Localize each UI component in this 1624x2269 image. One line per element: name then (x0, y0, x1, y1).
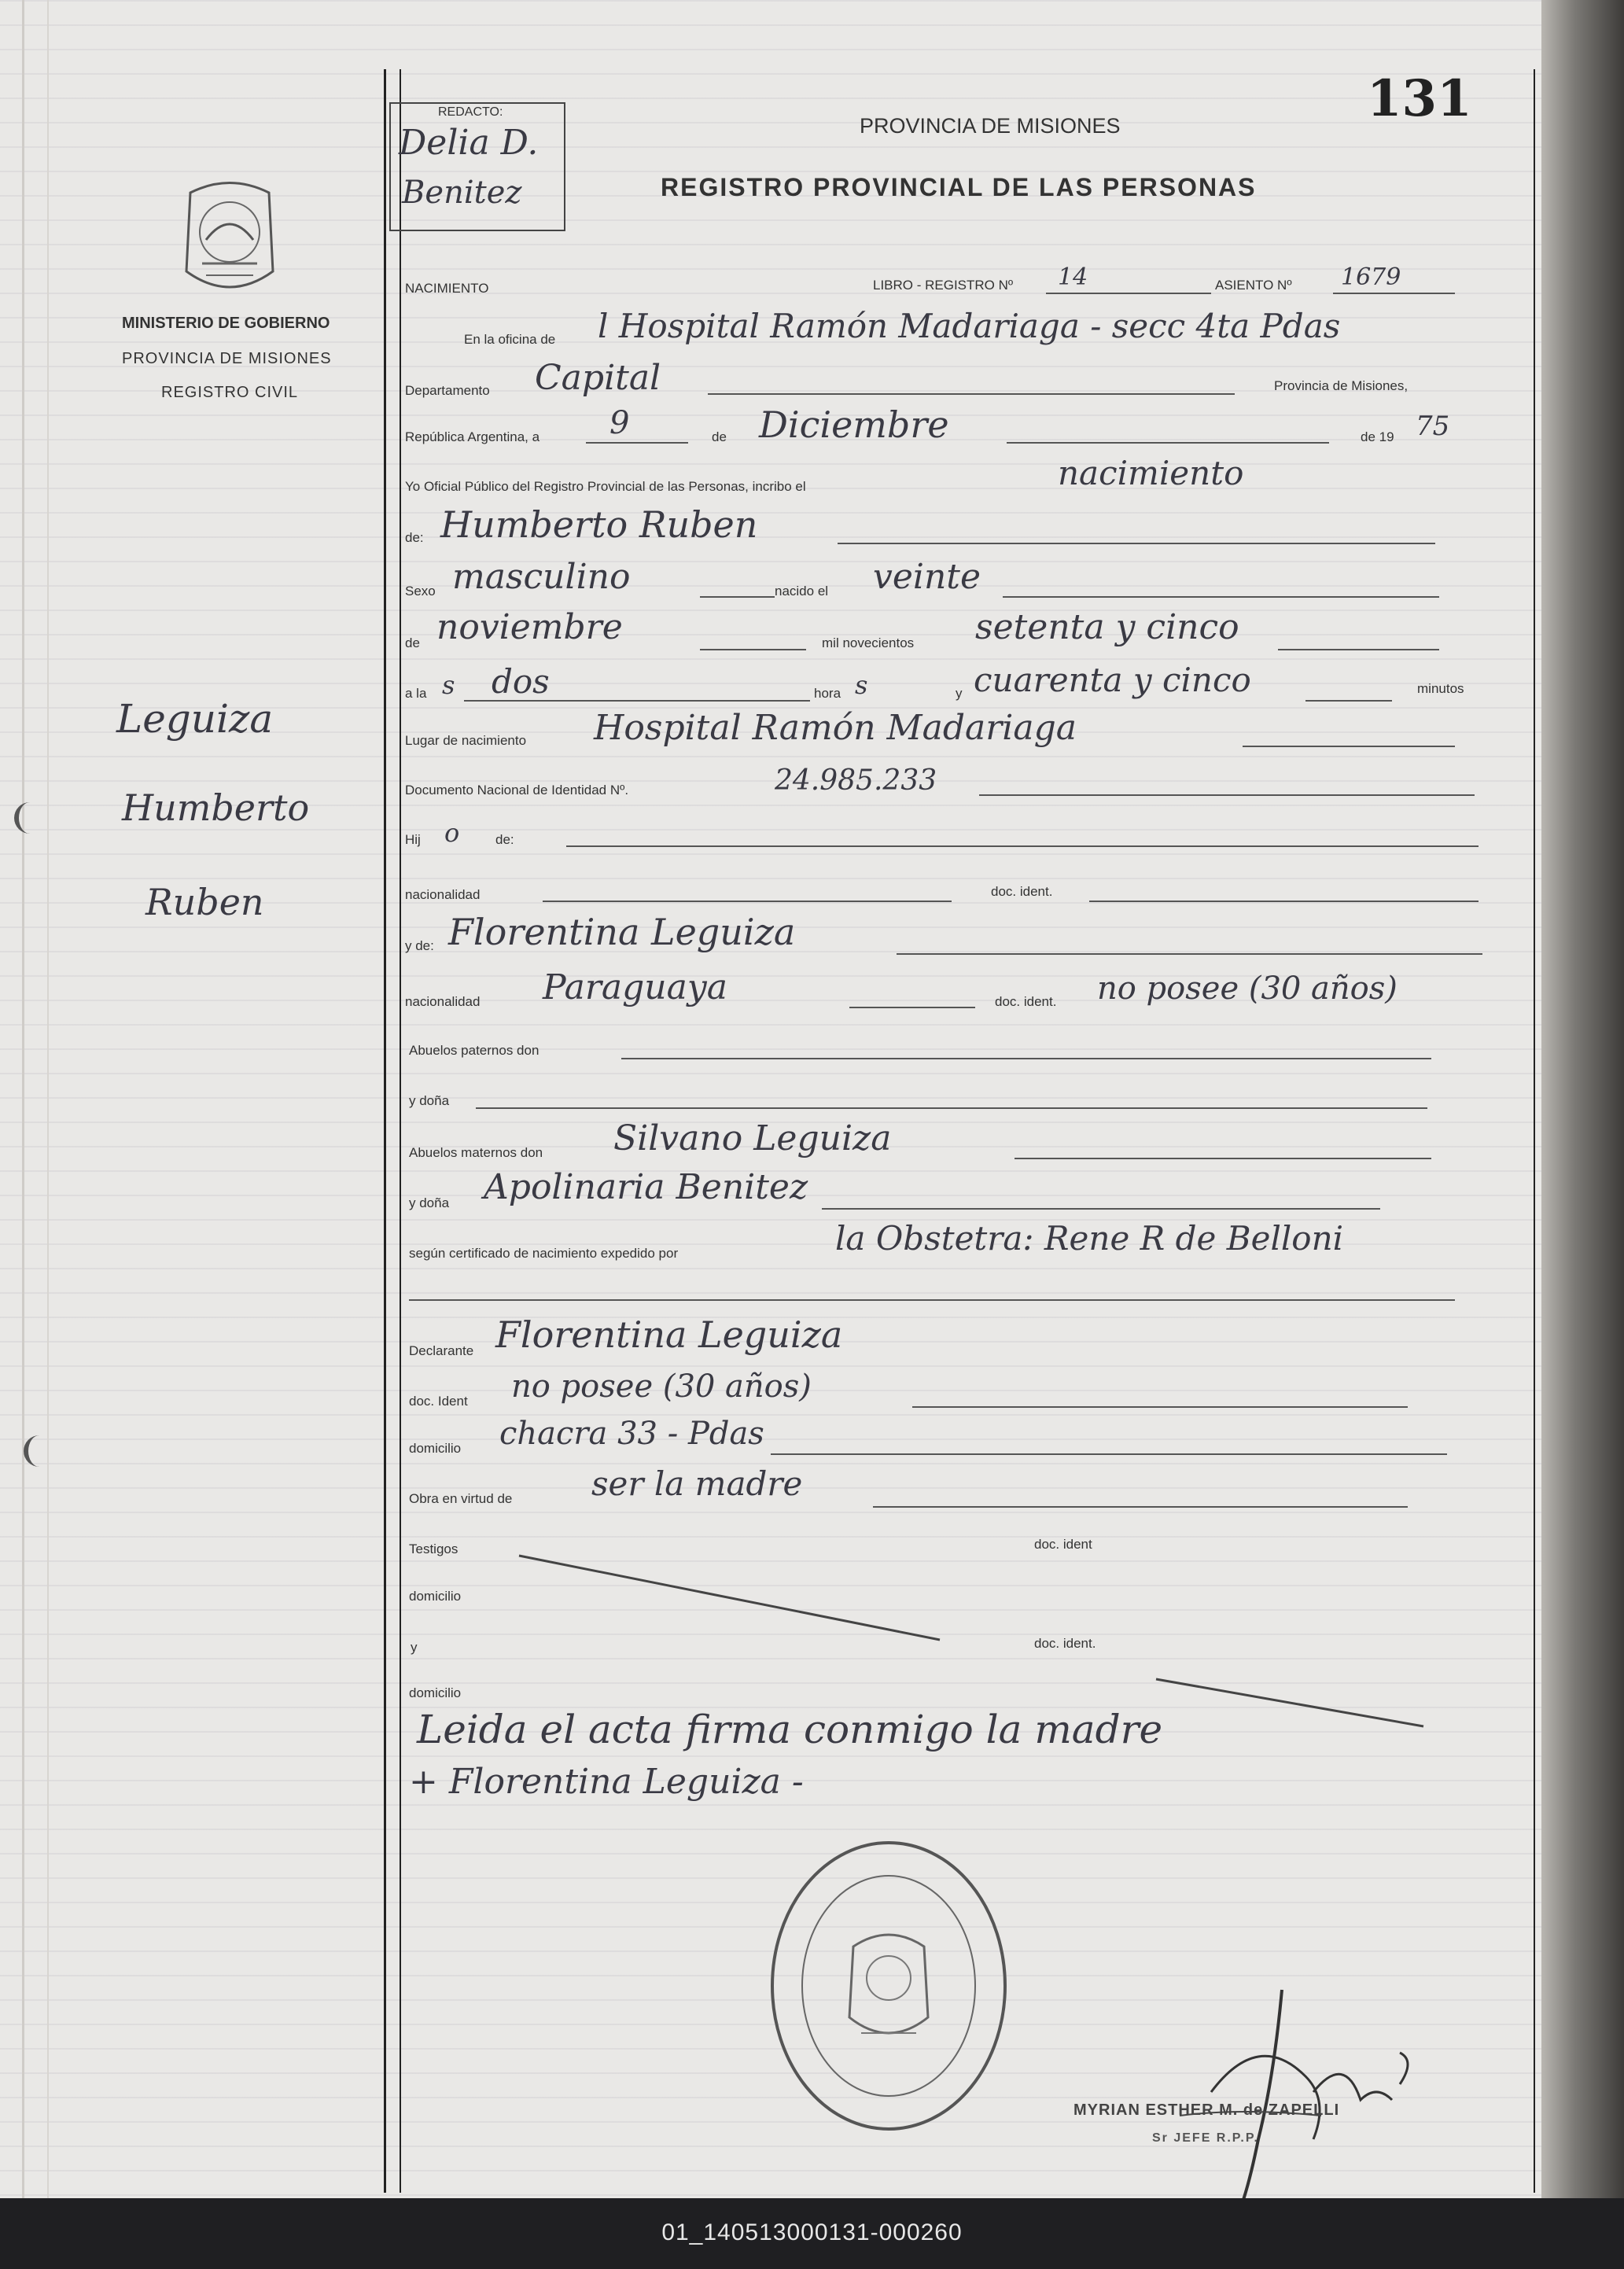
hijo-o: o (444, 818, 460, 848)
sexo-label: Sexo (405, 584, 436, 599)
binder-hole (14, 802, 30, 834)
margin-note-surname: Leguiza (116, 696, 274, 742)
doc-ident-testigo2-label: doc. ident. (1034, 1636, 1096, 1651)
redacto-label: REDACTO: (438, 105, 503, 119)
obra-label: Obra en virtud de (409, 1491, 513, 1506)
abuelos-paternos-label: Abuelos paternos don (409, 1043, 539, 1058)
de-nombre-label: de: (405, 530, 424, 545)
de-label: de (712, 429, 727, 444)
abuelo-materno-value: Silvano Leguiza (613, 1118, 892, 1158)
mes-nac-value: noviembre (436, 607, 623, 647)
domicilio-testigo2-label: domicilio (409, 1685, 462, 1700)
act-type-label: NACIMIENTO (405, 281, 489, 296)
departamento-value: Capital (535, 358, 661, 398)
a-las-label: a la (405, 686, 427, 701)
certificado-label: según certificado de nacimiento expedido por (409, 1246, 679, 1261)
margin-note-first-name: Humberto (122, 786, 310, 829)
nacionalidad2-label: nacionalidad (405, 994, 481, 1009)
declarante-value: Florentina Leguiza (495, 1313, 843, 1356)
oficial-label: Yo Oficial Público del Registro Provincial de las Personas, incribo el (405, 479, 806, 494)
provincia-label: Provincia de Misiones, (1274, 378, 1409, 393)
minutos-value: cuarenta y cinco (974, 661, 1251, 699)
nacionalidad2-value: Paraguaya (543, 967, 727, 1007)
dni-value: 24.985.233 (775, 764, 937, 797)
domicilio-value: chacra 33 - Pdas (499, 1416, 764, 1452)
official-stamp (767, 1836, 1011, 2135)
cancel-strokes (472, 1542, 1447, 1730)
nombre-value: Humberto Ruben (440, 503, 758, 546)
de-anio-label: de 19 (1361, 429, 1394, 444)
madre-value: Florentina Leguiza (448, 911, 796, 953)
testigos-label: Testigos (409, 1542, 458, 1556)
redacto-box (389, 102, 565, 231)
oficina-label: En la oficina de (464, 332, 556, 347)
horas-value: dos (492, 662, 550, 701)
dni-label: Documento Nacional de Identidad Nº. (405, 783, 629, 797)
scan-file-id: 01_140513000131-000260 (661, 2219, 963, 2245)
binder-margin-line (22, 0, 24, 2198)
y-de-label: y de: (405, 938, 434, 953)
doc-ident1-label: doc. ident. (991, 884, 1053, 899)
coat-of-arms-seal (175, 177, 285, 303)
binder-margin-line-2 (47, 0, 49, 2198)
abuelos-maternos-label: Abuelos maternos don (409, 1145, 543, 1160)
de-mes-label: de (405, 635, 420, 650)
sexo-value: masculino (452, 557, 631, 597)
horas-label: hora (814, 686, 841, 701)
y-label: y (956, 686, 963, 701)
dia-value: 9 (609, 405, 630, 441)
redacto-hand-2: Benitez (402, 175, 522, 211)
asiento-value: 1679 (1341, 263, 1401, 291)
form-frame-left-inner (400, 69, 401, 2193)
republica-label: República Argentina, a (405, 429, 540, 444)
header-province: PROVINCIA DE MISIONES (860, 114, 1121, 138)
asiento-label: ASIENTO Nº (1215, 278, 1292, 293)
margin-note-second-name: Ruben (145, 881, 264, 923)
doc-ident2-value: no posee (30 años) (1097, 971, 1398, 1007)
header-registry: REGISTRO PROVINCIAL DE LAS PERSONAS (661, 173, 1257, 201)
form-frame-right (1534, 69, 1535, 2193)
nacido-label: nacido el (775, 584, 829, 599)
oficina-value: l Hospital Ramón Madariaga - secc 4ta Pdas (598, 307, 1341, 345)
page-number: 131 (1367, 69, 1472, 128)
ministry-heading: MINISTERIO DE GOBIERNO (122, 315, 330, 332)
page-edge-shadow (1541, 0, 1624, 2198)
nacionalidad1-label: nacionalidad (405, 887, 481, 902)
official-title: Sr JEFE R.P.P. (1152, 2131, 1259, 2145)
form-frame-left (384, 69, 386, 2193)
doc-ident-declarante-value: no posee (30 años) (511, 1368, 812, 1405)
domicilio-testigo1-label: domicilio (409, 1589, 462, 1604)
province-label: PROVINCIA DE MISIONES (122, 350, 332, 367)
doc-ident2-label: doc. ident. (995, 994, 1057, 1009)
doc-ident-testigo1-label: doc. ident (1034, 1537, 1092, 1552)
declarante-label: Declarante (409, 1343, 474, 1358)
binder-hole (24, 1435, 39, 1467)
mil-label: mil novecientos (822, 635, 915, 650)
redacto-hand-1: Delia D. (399, 123, 539, 163)
mes-value: Diciembre (759, 403, 949, 446)
doc-ident-declarante-label: doc. Ident (409, 1394, 468, 1409)
y-dona2-label: y doña (409, 1195, 450, 1210)
oficial-value: nacimiento (1058, 454, 1244, 492)
official-name: MYRIAN ESTHER M. de ZAPELLI (1073, 2101, 1340, 2119)
horas-s: s (855, 670, 868, 700)
nacido-value: veinte (873, 557, 981, 597)
mil-value: setenta y cinco (975, 607, 1239, 647)
domicilio-label: domicilio (409, 1441, 462, 1456)
hijo-label: Hij (405, 832, 421, 847)
a-las-s: s (442, 670, 455, 700)
office-label: REGISTRO CIVIL (161, 384, 299, 401)
official-signature (1164, 1982, 1447, 2210)
closing-line-1: Leida el acta firma conmigo la madre (417, 1707, 1163, 1752)
abuela-materna-value: Apolinaria Benitez (484, 1167, 808, 1207)
minutos-label: minutos (1417, 681, 1464, 696)
obra-value: ser la madre (591, 1464, 803, 1503)
departamento-label: Departamento (405, 383, 490, 398)
libro-value: 14 (1058, 263, 1088, 291)
lugar-value: Hospital Ramón Madariaga (594, 708, 1077, 748)
closing-line-2: + Florentina Leguiza - (409, 1762, 804, 1802)
libro-label: LIBRO - REGISTRO Nº (873, 278, 1014, 293)
certificado-value: la Obstetra: Rene R de Belloni (835, 1219, 1344, 1258)
anio-value: 75 (1416, 411, 1450, 442)
y-dona1-label: y doña (409, 1093, 450, 1108)
lugar-label: Lugar de nacimiento (405, 733, 527, 748)
y-testigo-label: y (411, 1640, 418, 1655)
hijo-de-label: de: (495, 832, 514, 847)
